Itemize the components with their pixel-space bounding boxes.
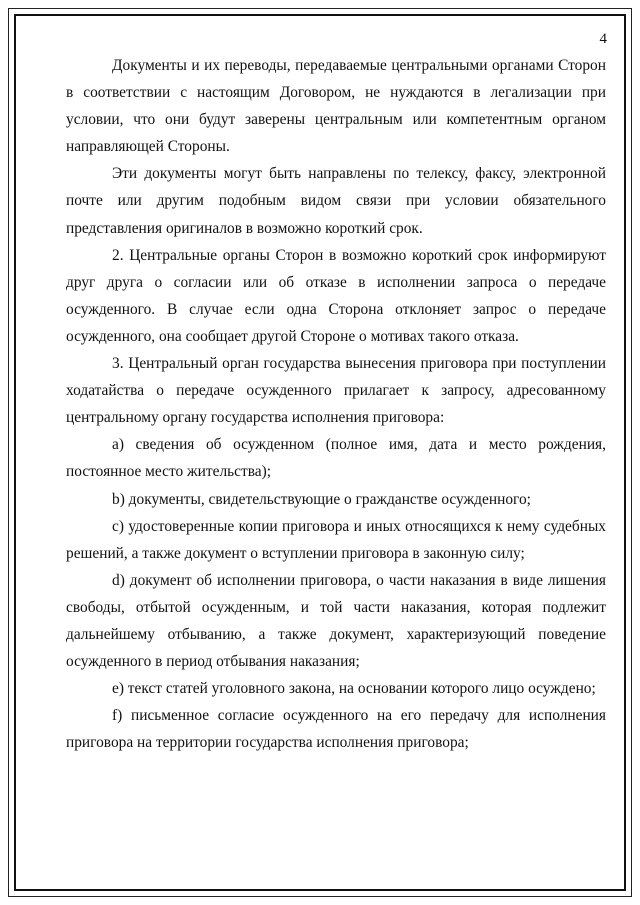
page-number: 4 bbox=[599, 31, 607, 47]
list-item-a: a) сведения об осужденном (полное имя, дата и место рождения, постоянное место жительства); bbox=[66, 436, 606, 481]
list-item-c: c) удостоверенные копии приговора и иных относящихся к нему судебных решений, а также документ о вступлении приговора в законную силу; bbox=[66, 517, 606, 562]
document-body bbox=[66, 52, 606, 756]
paragraph-documents-translations: Документы и их переводы, передаваемые центральными органами Сторон в соответствии с настоящим Договором, не нуждаются в легализации при условии, что они будут заверены центральным или компетентным органом направляющей Стороны. bbox=[66, 57, 606, 156]
paragraph-transmission-methods: Эти документы могут быть направлены по телексу, факсу, электронной почте или другим подобным видом связи при условии обязательного представления оригиналов в возможно короткий срок. bbox=[66, 165, 606, 237]
paragraph-item-3: 3. Центральный орган государства вынесения приговора при поступлении ходатайства о передаче осужденного прилагает к запросу, адресованному центральному органу государства исполнения приговора: bbox=[66, 355, 606, 427]
list-item-f: f) письменное согласие осужденного на его передачу для исполнения приговора на территории государства исполнения приговора; bbox=[66, 707, 606, 752]
list-item-d: d) документ об исполнении приговора, о части наказания в виде лишения свободы, отбытой осужденным, и той части наказания, которая подлежит дальнейшему отбыванию, а также документ, характеризующий поведение осужденного в период отбывания наказания; bbox=[66, 571, 606, 671]
paragraph-item-2: 2. Центральные органы Сторон в возможно короткий срок информируют друг друга о согласии или об отказе в исполнении запроса о передаче осужденного. В случае если одна Сторона отклоняет запрос о передаче осужденного, она сообщает другой Стороне о мотивах такого отказа. bbox=[66, 246, 606, 345]
list-item-e: e) текст статей уголовного закона, на основании которого лицо осуждено; bbox=[112, 680, 596, 698]
list-item-b: b) документы, свидетельствующие о гражданстве осужденного; bbox=[112, 490, 531, 508]
